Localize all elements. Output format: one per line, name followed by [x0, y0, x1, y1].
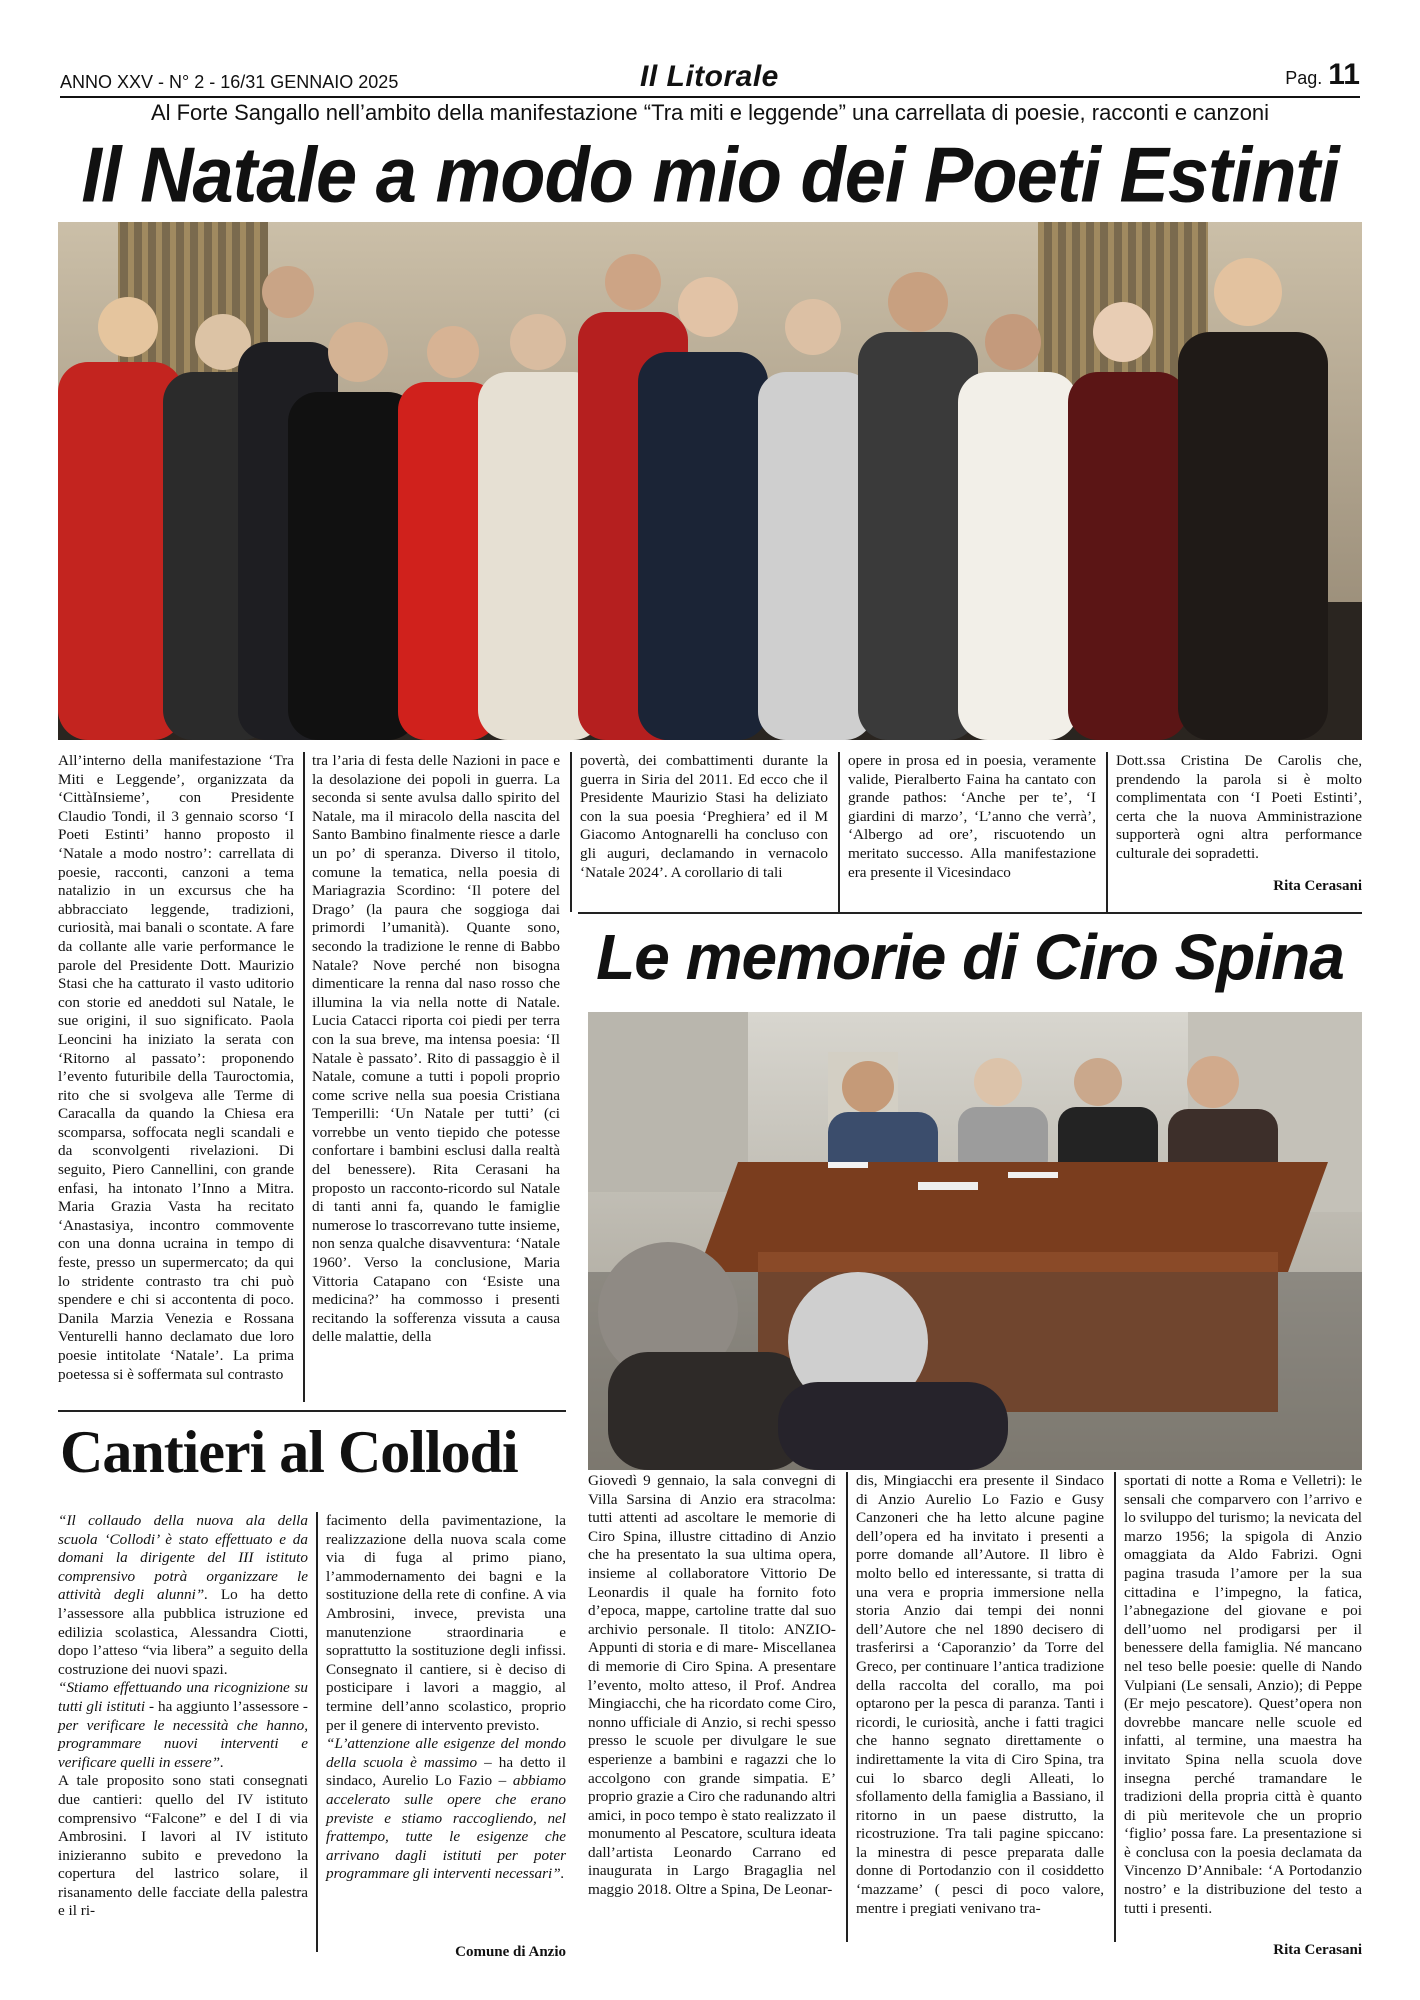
article3-col1 [58, 1512, 308, 1921]
article3-text: - ha aggiunto l’assessore - [145, 1697, 308, 1715]
article3-quote: “Stiamo effettuando una ricognizione su tutti gli istituti [58, 1679, 308, 1715]
column-divider [846, 1472, 848, 1942]
article3-headline: Cantieri al Collodi [60, 1419, 518, 1485]
column-divider [1106, 752, 1108, 912]
article1-col1: All’interno della manifestazione ‘Tra Miti e Leggende’, organizzata da ‘CittàInsieme’, con Presidente Claudio Tondi, il 3 gennaio scorso ‘I Poeti Estinti’ hanno proposto il ‘Natale a modo nostro’: carrellata di poesie, racconti, canzoni a tema natalizio in un excursus che ha abbracciato leggende, tradizioni, curiosità, mai banali o scontate. A fare da collante alle varie performance le parole del Presidente Dott. Maurizio Stasi che ha catturato il vasto uditorio con storie ed aneddoti sul Natale, le sue origini, il suo significato. Paola Leoncini ha iniziato la serata con ‘Ritorno al passato’: proponendo l’evento futuribile della Tauroctomia, rito che si svolgeva alle Terme di Caracalla da quando la Chiesa era scomparsa, soffocata negli scandali e da sconvolgenti rivelazioni. Di seguito, Piero Cannellini, con grande enfasi, ha intonato l’Inno a Mitra. Maria Grazia Vasta ha recitato ‘Anastasiya, incontro commovente con una donna ucraina in tempo di feste, presso un supermercato; da qui lo stridente contrasto tra chi può spendere e chi si accontenta di poco. Danila Marzia Venezia e Rossana Venturelli hanno declamato due loro poesie intitolate ‘Natale’. La prima poetessa si è soffermata sul contrasto [58, 752, 294, 1383]
article2-col2: dis, Mingiacchi era presente il Sindaco di Anzio Aurelio Lo Fazio e Gusy Canzoneri che ha letto alcune pagine dell’opera ed ha invitato i presenti a porre domande all’Autore. Il libro è molto bello ed interessante, si tratta di una vera e propria immersione nella storia Anzio dai tempi dei nonni dell’Autore che nel 1890 decisero di trasferirsi a ‘Caporanzio’ da Torre del Greco, per continuare l’antica tradizione della raccolta del corallo, ma poi optarono per la pesca di paranza. Tanti i ricordi, le curiosità, anche i fatti tragici che hanno segnato direttamente o indirettamente la vita di Ciro Spina, tra cui lo sbarco degli Alleati, lo sfollamento della famiglia a Bassiano, il ritorno in un paese distrutto, la ricostruzione. Tra tali pagine spiccano: la minestra di pesce preparata dalle donne di Portodanzio con il cosiddetto ‘mazzame’ ( pesci di poco valore, mentre i pregiati venivano tra- [856, 1472, 1104, 1917]
column-divider [570, 752, 572, 912]
column-divider [1114, 1472, 1116, 1942]
article1-author: Rita Cerasani [1273, 878, 1362, 894]
article1-col5: Dott.ssa Cristina De Carolis che, prendendo la parola si è molto complimentata con ‘I Poeti Estinti’, certa che la nuova Amministrazione supporterà ogni altra performance culturale dei sopradetti. [1116, 752, 1362, 862]
page-number-value: 11 [1328, 58, 1360, 91]
article3-text: Lo ha detto l’assessore alla pubblica istruzione ed edilizia scolastica, Alessandra Ciotti, dopo l’atteso “via libera” a seguito della costruzione dei nuovi spazi. [58, 1586, 309, 1678]
article3-intro-quote: “Il collaudo della nuova ala della scuola ‘Collodi’ è stato effettuato e da domani la dirigente del III istituto comprensivo potrà organizzare le attività degli alunni”. [58, 1512, 308, 1604]
column-divider [838, 752, 840, 912]
column-divider [303, 752, 305, 1402]
section-rule [578, 912, 1362, 914]
article2-author: Rita Cerasani [1273, 1942, 1362, 1958]
issue-line: ANNO XXV - N° 2 - 16/31 GENNAIO 2025 [60, 72, 399, 92]
section-rule [58, 1410, 566, 1412]
page-number [1285, 58, 1360, 92]
newspaper-name: Il Litorale [640, 60, 779, 93]
article2-headline: Le memorie di Ciro Spina [596, 921, 1344, 993]
article1-col2: tra l’aria di festa delle Nazioni in pace e la desolazione dei popoli in guerra. La seconda si sente avulsa dallo spirito del Natale, ma il miracolo della nascita del Santo Bambino finalmente riesce a darle un po’ di speranza. Diverso il titolo, comune la tematica, nella poesia di Mariagrazia Scordino: ‘Il potere del Drago’ (la paura che soggioga dai primordi l’umanità). Quante sono, secondo la tradizione le renne di Babbo Natale? Nove perché non bisogna dimenticare la renna dal naso rosso che illumina la via nella notte di Natale. Lucia Catacci riporta coi piedi per terra con la sua breve, ma intensa poesia: ‘Il Natale è passato’. Rito di passaggio è il Natale, comune a tutti i popoli proprio come scrive nella sua poesia Cristiana Temperilli: ‘Un Natale per tutti’ (ci vorrebbe un vento tiepido che potesse confortare i bambini esclusi dalla realtà del benessere). Rita Cerasani ha proposto un racconto-ricordo sul Natale di tanti anni fa, quando le famiglie numerose lo trascorrevano tutte insieme, non senza qualche disavventura: ‘Natale 1960’. Verso la conclusione, Maria Vittoria Catapano con ‘Esiste una medicina?’ ha commosso i presenti recitando la sofferenza vissuta a causa delle malattie, della [312, 752, 560, 1346]
article3-text: ha detto il sindaco, Aurelio Lo Fazio – [326, 1753, 566, 1790]
article3-quote: per verificare le necessità che hanno, programmare nuovi interventi e verificare quelli in essere”. [58, 1716, 308, 1771]
conference-photo [588, 1012, 1362, 1470]
article1-kicker: Al Forte Sangallo nell’ambito della manifestazione “Tra miti e leggende” una carrellata di poesie, racconti e canzoni [150, 100, 1270, 125]
article3-quote: “L’attenzione alle esigenze del mondo della scuola è massimo – [326, 1735, 566, 1771]
article1-headline: Il Natale a modo mio dei Poeti Estinti [81, 130, 1339, 219]
page-label: Pag. [1285, 68, 1323, 88]
article2-col3: sportati di notte a Roma e Velletri): le sensali che comparvero con l’arrivo e lo sviluppo del turismo; la nevicata del marzo 1956; la spigola di Anzio omaggiata da Aldo Fabrizi. Ogni pagina trasuda l’amore per la sua cittadina e l’impegno, la fatica, l’abnegazione del giovane e poi dell’uomo nel prodigarsi per il benessere della famiglia. Né mancano nel teso belle poesie: quelle di Nando Vulpiani (Le sensali, Anzio); di Peppe (Er mejo pescatore). Quest’opera non dovrebbe mancare nelle scuole ed infatti, al termine, una maestra ha invitato Spina nella scuola dove insegna perché tramandare le tradizioni della propria città è quanto di più meritevole che un proprio ‘figlio’ possa fare. La presentazione si è conclusa con la poesia declamata da Vincenzo D’Annibale: ‘A Portodanzio nostro’ e la distribuzione del testo a tutti i presenti. [1124, 1472, 1362, 1917]
article3-col2 [326, 1512, 566, 1884]
column-divider [316, 1512, 318, 1952]
masthead-rule [60, 96, 1360, 98]
article2-col1: Giovedì 9 gennaio, la sala convegni di Villa Sarsina di Anzio era stracolma: tutti attenti ad ascoltare le memorie di Ciro Spina, illustre cittadino di Anzio che ha presentato la sua ultima opera, insieme al collaboratore Vittorio De Leonardis il quale ha fornito foto d’epoca, mappe, cartoline tratte dal suo archivio personale. Il titolo: ANZIO- Appunti di storia e di mare- Miscellanea di memorie di Ciro Spina. A presentare l’evento, molto atteso, il Prof. Andrea Mingiacchi, che ha ricordato come Ciro, nonno ufficiale di Anzio, si rechi spesso presso le scuole per divulgare le sue esperienze a bambini e ragazzi che lo accolgono con grande simpatia. E’ proprio grazie a Ciro che radunando altri amici, in poco tempo è stato realizzato il monumento al Pescatore, scultura ideata dall’artista Leonardo Carrano ed inaugurata in Largo Bragaglia nel maggio 2018. Oltre a Spina, De Leonar- [588, 1472, 836, 1899]
group-photo [58, 222, 1362, 740]
article3-quote: abbiamo accelerato sulle opere che erano previste e stiamo raccogliendo, nel frattempo, tutte le esigenze che arrivano dagli istituti per poter programmare gli interventi necessari”. [326, 1772, 566, 1883]
article3-author: Comune di Anzio [455, 1944, 566, 1960]
article1-col3: povertà, dei combattimenti durante la guerra in Siria del 2011. Ed ecco che il Presidente Maurizio Stasi ha deliziato con la sua poesia ‘Preghiera’ ed il M Giacomo Antognarelli ha concluso con gli auguri, declamando in vernacolo ‘Natale 2024’. A corollario di tali [580, 752, 828, 881]
article3-text: facimento della pavimentazione, la realizzazione della nuova scala come via di fuga al primo piano, l’ammodernamento dei bagni e la sostituzione della rete di confine. A via Ambrosini, invece, prevista una manutenzione straordinaria e soprattutto la sostituzione degli infissi. Consegnato il cantiere, si è deciso di posticipare i lavori a maggio, al termine dell’anno scolastico, proprio per il genere di intervento previsto. [326, 1512, 566, 1734]
article1-col4: opere in prosa ed in poesia, veramente valide, Pieralberto Faina ha cantato con grande pathos: ‘Anche per te’, ‘I giardini di marzo’, ‘L’anno che verrà’, ‘Albergo ad ore’, riscuotendo un meritato successo. Alla manifestazione era presente il Vicesindaco [848, 752, 1096, 881]
article3-text: A tale proposito sono stati consegnati due cantieri: quello del IV istituto comprensivo “Falcone” e del I di via Ambrosini. I lavori al IV istituto inizieranno subito e prevedono la copertura del lastrico solare, il risanamento delle facciate della palestra e il ri- [58, 1772, 308, 1920]
